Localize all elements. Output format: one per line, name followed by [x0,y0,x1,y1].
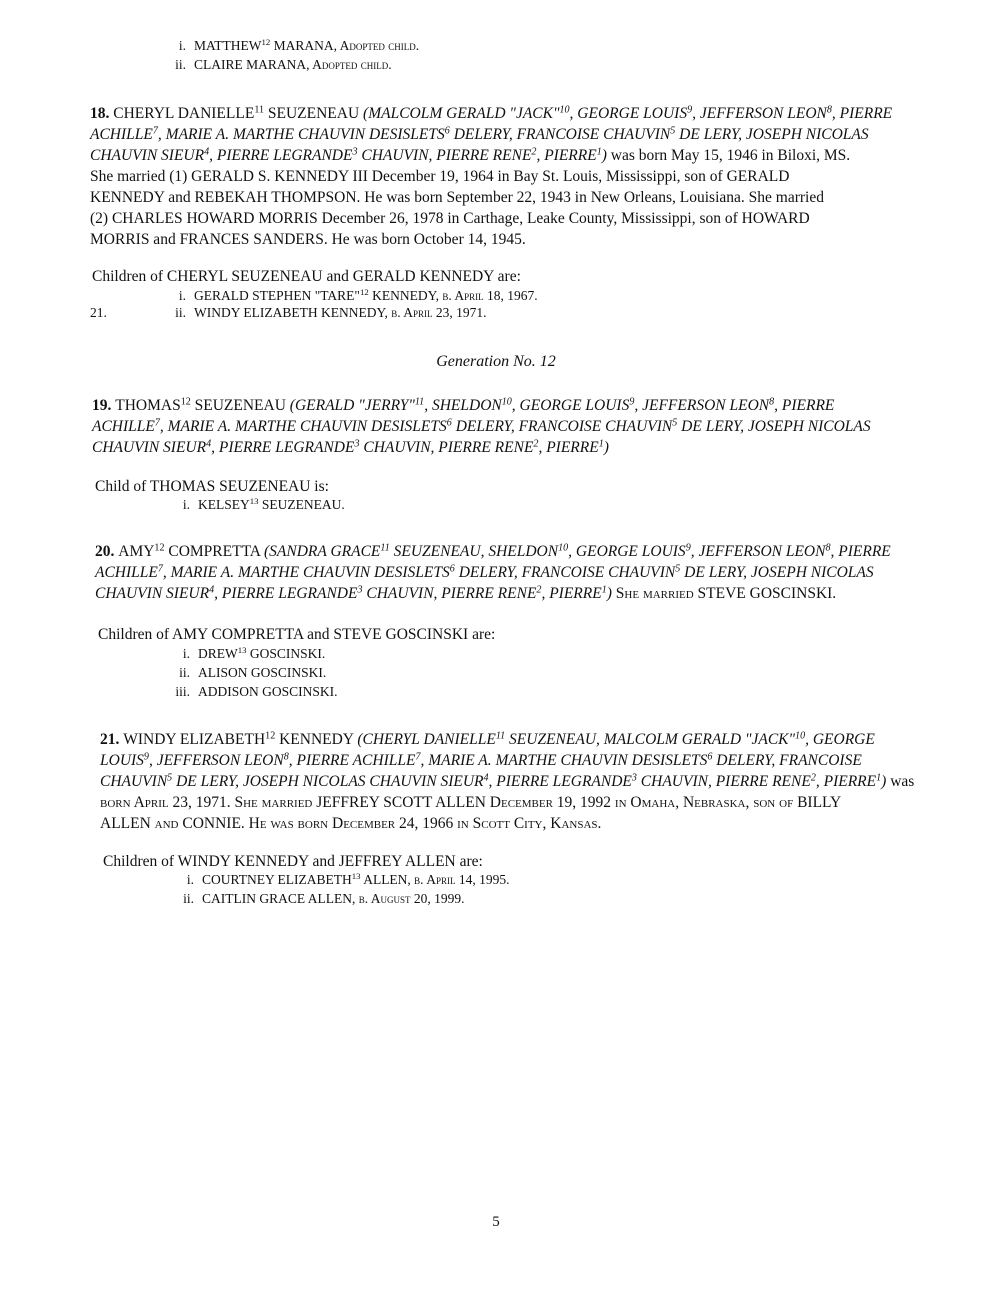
entry-20-line-1 [95,543,891,562]
entry-19-line-3 [92,439,609,458]
person-name: ADDISON GOSCINSKI. [198,684,338,699]
list-item [162,38,419,54]
generation-number: 7 [157,563,163,575]
list-number: i. [186,872,194,887]
generation-heading: Generation No. 12 [436,353,556,370]
generation-number: 12 [261,37,271,48]
generation-number: 6 [449,563,455,575]
person-detail: ALLEN, b. April 14, 1995. [360,872,510,887]
ancestry: , MARIE A. MARTHE CHAUVIN DESISLETS [162,564,450,581]
generation-number: 1 [596,146,602,158]
ancestry: (GERALD "JERRY" [289,397,415,414]
entry-18-line-7: MORRIS and FRANCES SANDERS. He was born October 14, 1945. [90,231,526,248]
entry-21-line-5: ALLEN and CONNIE. He was born December 24, 1966 in Scott City, Kansas. [100,815,602,832]
ancestry: SEUZENEAU, MALCOLM GERALD "JACK" [505,731,796,748]
ancestry: DE LERY, JOSEPH NICOLAS [675,126,869,143]
ancestry: , JEFFERSON LEON [692,105,827,122]
ancestry: , PIERRE [541,585,602,602]
person-name: COURTNEY ELIZABETH [202,872,352,887]
entry-number: 19. [92,397,112,414]
person-name: KELSEY [198,497,250,512]
ancestry: DELERY, FRANCOISE [712,752,862,769]
ancestry: , GEORGE [805,731,875,748]
person-detail: KENNEDY, b. April 18, 1967. [368,288,538,303]
ancestry: , PIERRE LEGRANDE [209,147,353,164]
generation-number: 5 [672,417,678,429]
list-item [166,646,325,662]
generation-number: 2 [810,772,816,784]
person-name: CHERYL DANIELLE [113,105,255,122]
person-name: THOMAS [115,397,181,414]
generation-number: 1 [601,584,607,596]
ancestry: , PIERRE LEGRANDE [488,773,632,790]
generation-number: 8 [826,104,832,116]
generation-number: 5 [675,563,681,575]
ancestry: CHAUVIN SIEUR [95,585,210,602]
generation-number: 1 [876,772,882,784]
entry-19-line-2 [92,418,871,437]
birth-info: was [886,773,915,790]
ancestry: , GEORGE LOUIS [568,543,686,560]
generation-number: 2 [531,146,537,158]
cross-reference: 21. [90,305,107,320]
generation-number: 3 [631,772,637,784]
list-number: i. [178,38,186,53]
generation-number: 9 [685,542,691,554]
person-name: MATTHEW [194,38,262,53]
generation-number: 3 [357,584,363,596]
generation-number: 4 [209,584,215,596]
list-number: i. [182,497,190,512]
person-surname: COMPRETTA [164,543,265,560]
generation-number: 3 [354,438,360,450]
generation-number: 10 [501,396,512,408]
person-name: GERALD STEPHEN "TARE" [194,288,360,303]
ancestry: LOUIS [100,752,144,769]
generation-number: 7 [152,125,158,137]
entry-20-line-3 [95,585,836,604]
generation-number: 12 [265,730,276,742]
person-detail: , Adopted child. [306,57,392,72]
generation-number: 6 [446,417,452,429]
ancestry: , GEORGE LOUIS [569,105,688,122]
children-heading: Child of THOMAS SEUZENEAU is: [95,478,329,495]
children-heading: Children of CHERYL SEUZENEAU and GERALD KENNEDY are: [92,268,521,285]
person-name: WINDY ELIZABETH [123,731,266,748]
entry-21-line-3 [100,773,914,792]
ancestry: DE LERY, JOSEPH NICOLAS [677,418,871,435]
ancestry: (MALCOLM GERALD "JACK" [363,105,560,122]
entry-18-line-3 [90,147,850,166]
generation-number: 13 [237,645,247,656]
list-number: ii. [183,891,194,906]
person-name: WINDY ELIZABETH KENNEDY [194,305,385,320]
birth-info: was born May 15, 1946 in Biloxi, MS. [606,147,851,164]
ancestry: , MARIE A. MARTHE CHAUVIN DESISLETS [159,418,447,435]
generation-number: 4 [483,772,489,784]
generation-number: 9 [143,751,149,763]
ancestry: CHAUVIN SIEUR [90,147,205,164]
generation-number: 11 [254,104,265,116]
ancestry: CHAUVIN, PIERRE RENE [362,585,537,602]
ancestry: SEUZENEAU, SHELDON [389,543,559,560]
person-detail: , b. August 20, 1999. [351,891,465,906]
entry-20-line-2 [95,564,874,583]
person-name: ALISON GOSCINSKI. [198,665,327,680]
marriage-info: She married STEVE GOSCINSKI. [611,585,837,602]
list-item [162,288,538,304]
ancestry: , PIERRE ACHILLE [288,752,416,769]
generation-number: 12 [154,542,165,554]
ancestry: CHAUVIN, PIERRE RENE [357,147,532,164]
ancestry: , PIERRE [830,543,891,560]
generation-number: 8 [825,542,831,554]
ancestry: , GEORGE LOUIS [511,397,630,414]
ancestry: , MARIE A. MARTHE CHAUVIN DESISLETS [157,126,445,143]
generation-number: 12 [180,396,191,408]
generation-number: 8 [283,751,289,763]
list-item [166,665,326,681]
generation-number: 2 [533,438,539,450]
person-surname: SEUZENEAU [190,397,290,414]
entry-21-line-4: born April 23, 1971. She married JEFFREY SCOTT ALLEN December 19, 1992 in Omaha, Nebraska, son of BILLY [100,794,842,811]
person-surname: KENNEDY [275,731,358,748]
entry-18-line-1 [90,105,892,124]
person-detail: SEUZENEAU. [258,497,345,512]
generation-number: 1 [598,438,604,450]
list-item [166,497,345,513]
ancestry: DELERY, FRANCOISE CHAUVIN [449,126,671,143]
generation-number: 12 [359,287,369,298]
ancestry: , MARIE A. MARTHE CHAUVIN DESISLETS [420,752,708,769]
ancestry: , SHELDON [424,397,502,414]
ancestry: , JEFFERSON LEON [148,752,284,769]
ancestry: DELERY, FRANCOISE CHAUVIN [454,564,676,581]
generation-number: 13 [249,496,259,507]
entry-18-line-2 [90,126,869,145]
ancestry: , PIERRE LEGRANDE [211,439,355,456]
generation-number: 7 [415,751,421,763]
person-detail: , b. April 23, 1971. [384,305,487,320]
ancestry: , PIERRE LEGRANDE [214,585,358,602]
ancestry: , PIERRE [536,147,597,164]
generation-number: 2 [536,584,542,596]
generation-number: 4 [204,146,210,158]
ancestry: DE LERY, JOSEPH NICOLAS [680,564,874,581]
ancestry: ACHILLE [90,126,153,143]
generation-number: 10 [559,104,570,116]
person-name: DREW [198,646,238,661]
ancestry: , PIERRE [815,773,877,790]
entry-19-line-1 [92,397,834,416]
children-heading: Children of AMY COMPRETTA and STEVE GOSCINSKI are: [98,626,496,643]
person-detail: GOSCINSKI. [246,646,326,661]
ancestry: DELERY, FRANCOISE CHAUVIN [451,418,673,435]
entry-number: 20. [95,543,115,560]
page-number: 5 [492,1214,500,1230]
entry-21-line-1 [100,731,875,750]
list-number: ii. [175,57,186,72]
list-number: i. [182,646,190,661]
generation-number: 4 [206,438,212,450]
person-name: CLAIRE MARANA [194,57,307,72]
generation-number: 6 [707,751,713,763]
list-number: ii. [175,305,186,320]
ancestry: ) [603,439,609,456]
generation-number: 5 [670,125,676,137]
ancestry: CHAUVIN, PIERRE RENE [636,773,811,790]
list-item [170,891,465,907]
generation-number: 5 [167,772,173,784]
children-heading: Children of WINDY KENNEDY and JEFFREY ALLEN are: [103,853,483,870]
list-item [166,684,338,700]
ancestry: (SANDRA GRACE [264,543,381,560]
ancestry: (CHERYL DANIELLE [357,731,496,748]
list-number: ii. [179,665,190,680]
ancestry: ) [606,585,612,602]
ancestry: DE LERY, JOSEPH NICOLAS CHAUVIN SIEUR [172,773,484,790]
generation-number: 9 [629,396,635,408]
ancestry: ACHILLE [92,418,155,435]
ancestry: ACHILLE [95,564,158,581]
generation-number: 10 [558,542,569,554]
generation-number: 7 [154,417,160,429]
entry-number: 21. [100,731,120,748]
entry-21-line-2 [100,752,862,771]
generation-number: 11 [380,542,390,554]
entry-18-line-6: (2) CHARLES HOWARD MORRIS December 26, 1978 in Carthage, Leake County, Mississippi, son of HOWARD [90,210,810,227]
ancestry: CHAUVIN SIEUR [92,439,207,456]
generation-number: 8 [769,396,775,408]
generation-number: 6 [444,125,450,137]
generation-number: 11 [495,730,506,742]
list-item [162,57,392,73]
ancestry: , PIERRE [831,105,893,122]
ancestry: , PIERRE [774,397,835,414]
entry-18-line-4: She married (1) GERALD S. KENNEDY III December 19, 1964 in Bay St. Louis, Mississippi, son of GERALD [90,168,790,185]
generation-number: 9 [687,104,693,116]
person-detail: MARANA, Adopted child. [270,38,420,53]
ancestry: ) [881,773,887,790]
list-item [170,872,509,888]
ancestry: CHAUVIN [100,773,168,790]
entry-18-line-5: KENNEDY and REBEKAH THOMPSON. He was born September 22, 1943 in New Orleans, Louisiana. She married [90,189,824,206]
generation-number: 10 [795,730,806,742]
ancestry: , JEFFERSON LEON [634,397,770,414]
list-number: iii. [175,684,190,699]
list-item [162,305,486,321]
generation-number: 11 [414,396,425,408]
ancestry: , JEFFERSON LEON [690,543,826,560]
list-number: i. [178,288,186,303]
generation-number: 3 [352,146,358,158]
entry-number: 18. [90,105,110,122]
generation-number: 13 [351,871,361,882]
ancestry: , PIERRE [538,439,599,456]
ancestry: ) [601,147,607,164]
person-surname: SEUZENEAU [264,105,364,122]
person-name: AMY [118,543,155,560]
person-name: CAITLIN GRACE ALLEN [202,891,352,906]
ancestry: CHAUVIN, PIERRE RENE [359,439,534,456]
